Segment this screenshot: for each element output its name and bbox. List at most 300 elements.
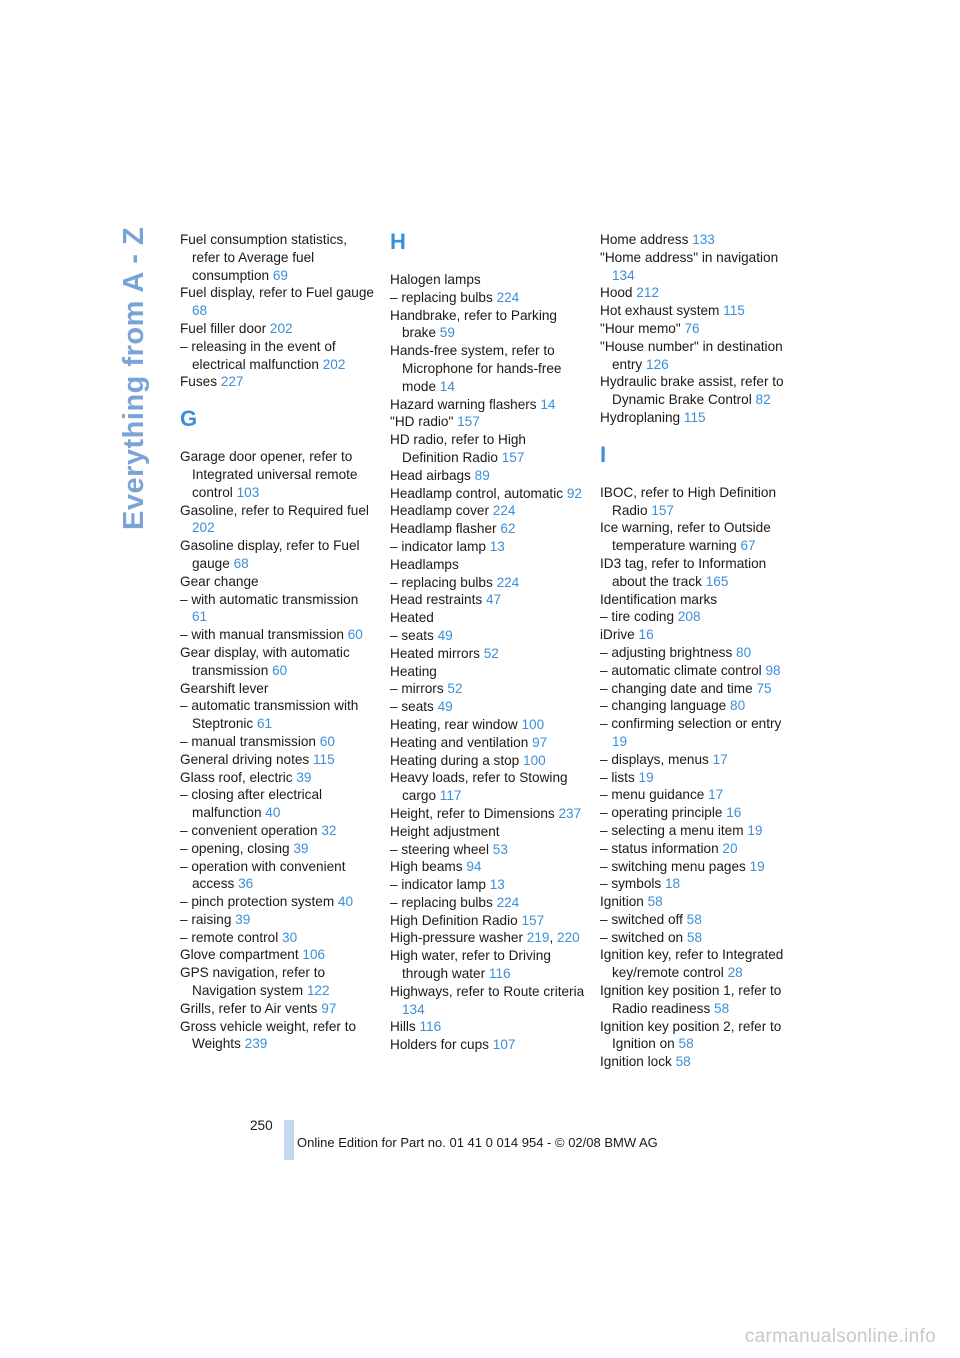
index-column-3	[600, 231, 795, 1071]
index-letter-heading: G	[180, 406, 198, 432]
index-entry	[180, 626, 375, 644]
index-entry	[600, 484, 795, 520]
index-entry-text: Identification marks	[600, 591, 718, 607]
index-entry	[390, 1036, 585, 1054]
index-entry	[600, 409, 795, 427]
index-entry	[390, 574, 585, 592]
index-entry	[600, 1018, 795, 1054]
page-reference-link[interactable]: 157	[501, 449, 525, 465]
index-entry	[600, 284, 795, 302]
index-entry-text: Handbrake, refer to Parking brake	[390, 307, 557, 341]
index-entry	[390, 502, 585, 520]
index-entry	[390, 947, 585, 983]
index-entry	[180, 822, 375, 840]
page-reference-link[interactable]: 80	[730, 698, 746, 714]
page-reference-link[interactable]: 68	[192, 303, 208, 319]
index-entry	[600, 591, 795, 609]
index-entry-text: High Definition Radio	[390, 912, 518, 928]
index-entry	[600, 373, 795, 409]
page-reference-link[interactable]: 61	[192, 609, 208, 625]
page-reference-link[interactable]: 19	[747, 822, 763, 838]
index-entry-text: Head airbags	[390, 467, 471, 483]
footer-edition-note: Online Edition for Part no. 01 41 0 014 954 - © 02/08 BMW AG	[297, 1135, 658, 1150]
index-entry-text: – selecting a menu item	[600, 822, 744, 838]
index-entry	[180, 320, 375, 338]
index-entry	[390, 467, 585, 485]
index-entry	[600, 911, 795, 929]
index-entry-text: – seats	[390, 627, 434, 643]
index-entry-text: Gasoline display, refer to Fuel gauge	[180, 538, 360, 571]
page-reference-link[interactable]: 116	[419, 1019, 442, 1035]
page-reference-link[interactable]: 14	[540, 396, 556, 412]
index-entry	[180, 284, 375, 320]
index-entry-text: Height, refer to Dimensions	[390, 805, 555, 821]
page-reference-link[interactable]: 67	[740, 538, 756, 554]
index-entry-text: – mirrors	[390, 681, 444, 697]
index-entry	[390, 680, 585, 698]
index-entry	[180, 1018, 375, 1054]
index-entry-text: – pinch protection system	[180, 894, 335, 910]
index-entry-text: – changing language	[600, 698, 727, 714]
page-reference-link[interactable]: 14	[439, 378, 455, 394]
page-reference-link[interactable]: 224	[496, 894, 520, 910]
index-entry	[390, 716, 585, 734]
index-entry-text: – remote control	[180, 929, 279, 945]
page-reference-link[interactable]: 157	[651, 502, 674, 518]
index-letter-heading: I	[600, 441, 607, 467]
page-reference-link[interactable]: 19	[638, 769, 654, 785]
index-entry	[600, 751, 795, 769]
index-entry-text: – menu guidance	[600, 787, 705, 803]
index-entry	[390, 520, 585, 538]
index-entry	[600, 231, 795, 249]
index-entry-text: ID3 tag, refer to Information about the track	[600, 555, 767, 589]
index-entry	[390, 663, 585, 681]
index-entry	[600, 644, 795, 662]
index-entry-text: – switched off	[600, 911, 683, 927]
index-entry	[390, 538, 585, 556]
index-entry	[180, 893, 375, 911]
index-entry	[390, 342, 585, 395]
page-reference-link[interactable]: 80	[736, 644, 752, 660]
page-reference-link[interactable]: 202	[269, 320, 293, 336]
index-entry	[180, 911, 375, 929]
index-entry-text: Heated	[390, 610, 434, 626]
index-entry	[600, 320, 795, 338]
page-reference-link[interactable]: 117	[439, 788, 462, 804]
index-entry-text: Fuel consumption statistics, refer to Average fuel consumption	[180, 232, 347, 283]
index-entry	[180, 502, 375, 538]
index-entry-text: Head restraints	[390, 592, 483, 608]
page-reference-link[interactable]: 17	[712, 751, 728, 767]
index-entry-text: – raising	[180, 911, 232, 927]
index-entry	[600, 804, 795, 822]
index-entry	[390, 823, 585, 841]
page-reference-link[interactable]: 18	[664, 876, 681, 892]
page-reference-link[interactable]: 89	[474, 467, 490, 483]
index-entry-text: – switching menu pages	[600, 858, 746, 874]
index-entry-text: – lists	[600, 769, 635, 785]
index-entry-text: Headlamp control, automatic	[390, 485, 564, 501]
page-reference-link[interactable]: 107	[492, 1037, 516, 1053]
index-entry-text: Ignition key position 1, refer to Radio readiness	[600, 983, 782, 1016]
index-entry-text: "House number" in destination entry	[600, 338, 783, 372]
index-entry-text: Holders for cups	[390, 1037, 489, 1053]
index-entry	[600, 338, 795, 374]
index-entry-text: Headlamp flasher	[390, 521, 497, 537]
index-entry	[390, 769, 585, 805]
index-entry	[180, 751, 375, 769]
index-entry-text: – operating principle	[600, 805, 723, 821]
page-reference-link[interactable]: 39	[235, 911, 251, 927]
index-entry	[390, 609, 585, 627]
page-ref-separator: ,	[549, 930, 554, 946]
index-entry-text: – convenient operation	[180, 822, 318, 838]
page-reference-link[interactable]: 97	[532, 734, 548, 750]
page-reference-link[interactable]: 115	[683, 409, 706, 425]
index-entry	[600, 608, 795, 626]
index-entry-text: Heating, rear window	[390, 716, 518, 732]
index-entry-text: – operation with convenient access	[180, 858, 346, 892]
page-reference-link[interactable]: 52	[483, 645, 499, 661]
index-column-2	[390, 231, 585, 1054]
index-entry-text: – changing date and time	[600, 680, 753, 696]
page-number: 250	[250, 1118, 273, 1133]
index-entry-text: – adjusting brightness	[600, 644, 733, 660]
index-entry	[600, 626, 795, 644]
index-entry-text: – replacing bulbs	[390, 894, 493, 910]
page-reference-link[interactable]: 13	[489, 877, 505, 893]
page-reference-link[interactable]: 36	[238, 876, 254, 892]
page-reference-link[interactable]: 76	[684, 320, 700, 336]
index-entry-text: – indicator lamp	[390, 877, 486, 893]
index-entry	[600, 786, 795, 804]
index-entry-text: Highways, refer to Route criteria	[390, 983, 585, 999]
index-entry-text: Garage door opener, refer to Integrated universal remote control	[180, 449, 358, 500]
index-entry-text: GPS navigation, refer to Navigation system	[180, 965, 326, 999]
index-entry-text: Fuel filler door	[180, 320, 267, 336]
index-entry-text: – replacing bulbs	[390, 574, 493, 590]
index-entry	[180, 858, 375, 894]
index-entry	[180, 946, 375, 964]
page-reference-link[interactable]: 82	[755, 392, 771, 408]
page-reference-link[interactable]: 133	[692, 232, 715, 247]
index-entry	[600, 822, 795, 840]
index-entry-text: – with automatic transmission	[180, 591, 359, 607]
index-entry	[180, 338, 375, 374]
side-section-title-text: Everything from A - Z	[118, 226, 150, 530]
index-entry-text: – seats	[390, 699, 434, 715]
index-entry-text: – replacing bulbs	[390, 289, 493, 305]
index-entry	[600, 662, 795, 680]
index-entry	[180, 591, 375, 627]
index-entry-text: Headlamps	[390, 556, 459, 572]
index-entry-text: Hydroplaning	[600, 409, 681, 425]
page-reference-link[interactable]: 32	[321, 822, 337, 838]
index-entry-text: Heating and ventilation	[390, 734, 529, 750]
index-entry	[180, 697, 375, 733]
index-entry-text: Halogen lamps	[390, 272, 481, 287]
index-entry	[600, 680, 795, 698]
page-reference-link[interactable]: 97	[321, 1000, 337, 1016]
page-reference-link[interactable]: 92	[566, 485, 582, 501]
index-entry	[390, 894, 585, 912]
page-reference-link[interactable]: 17	[708, 787, 724, 803]
page-reference-link[interactable]: 69	[272, 267, 288, 283]
index-entry-text: "HD radio"	[390, 414, 454, 430]
index-entry-text: Ignition lock	[600, 1054, 672, 1070]
index-entry-text: Heating	[390, 663, 437, 679]
watermark: carmanualsonline.info	[744, 1326, 936, 1347]
page-reference-link[interactable]: 39	[296, 769, 312, 785]
index-entry	[600, 946, 795, 982]
page-reference-link[interactable]: 60	[347, 627, 363, 643]
index-entry	[390, 485, 585, 503]
index-entry-text: – confirming selection or entry	[600, 716, 782, 732]
index-entry-text: High water, refer to Driving through water	[390, 948, 551, 982]
index-entry-text: – steering wheel	[390, 841, 489, 857]
index-entry	[600, 893, 795, 911]
index-entry-text: "Home address" in navigation	[600, 249, 779, 265]
index-entry	[600, 858, 795, 876]
page-reference-link[interactable]: 212	[636, 285, 659, 301]
index-entry	[180, 573, 375, 591]
page-reference-link[interactable]: 237	[558, 805, 582, 821]
index-entry	[600, 840, 795, 858]
index-entry-text: Hills	[390, 1019, 416, 1035]
index-entry-text: Ignition	[600, 894, 644, 910]
page-reference-link[interactable]: 49	[437, 627, 453, 643]
index-entry-text: Gasoline, refer to Required fuel	[180, 502, 369, 518]
page-reference-link[interactable]: 202	[192, 520, 215, 536]
index-entry	[600, 697, 795, 715]
index-entry-text: Glass roof, electric	[180, 769, 293, 785]
index-entry-text: IBOC, refer to High Definition Radio	[600, 484, 777, 518]
index-entry	[390, 307, 585, 343]
index-entry-text: Hydraulic brake assist, refer to Dynamic Brake Control	[600, 374, 784, 408]
page-reference-link[interactable]: 224	[496, 574, 520, 590]
index-entry-text: Gear display, with automatic transmission	[180, 644, 350, 678]
index-entry	[390, 734, 585, 752]
index-entry	[390, 556, 585, 574]
index-entry-text: – indicator lamp	[390, 538, 486, 554]
page-reference-link[interactable]: 100	[523, 752, 546, 768]
index-entry-text: High-pressure washer	[390, 930, 523, 946]
index-entry	[390, 841, 585, 859]
index-entry	[180, 786, 375, 822]
index-letter-heading: H	[390, 229, 406, 254]
index-entry	[180, 373, 375, 391]
page-reference-link[interactable]: 157	[521, 912, 545, 928]
index-entry-text: – symbols	[600, 876, 662, 892]
index-entry	[600, 249, 795, 285]
page-reference-link[interactable]: 224	[492, 503, 516, 519]
page-reference-link[interactable]: 58	[678, 1036, 694, 1052]
page-reference-link[interactable]: 224	[496, 289, 520, 305]
index-entry	[390, 396, 585, 414]
index-entry	[180, 448, 375, 501]
index-entry	[390, 805, 585, 823]
index-entry-text: Gearshift lever	[180, 680, 269, 696]
index-entry-text: Heavy loads, refer to Stowing cargo	[390, 770, 568, 804]
page-reference-link[interactable]: 52	[447, 681, 463, 697]
index-entry-text: General driving notes	[180, 751, 310, 767]
index-entry	[180, 840, 375, 858]
index-entry-text: Grills, refer to Air vents	[180, 1000, 318, 1016]
side-section-title	[110, 226, 150, 530]
index-entry-text: iDrive	[600, 627, 635, 643]
page-reference-link[interactable]: 19	[612, 733, 628, 749]
page-reference-link[interactable]: 61	[257, 716, 273, 732]
footer-accent-bar	[284, 1120, 294, 1160]
page-reference-link[interactable]: 165	[705, 573, 729, 589]
page-reference-link[interactable]: 94	[466, 859, 482, 875]
index-entry	[180, 644, 375, 680]
index-entry-text: – with manual transmission	[180, 627, 344, 643]
page-reference-link[interactable]: 60	[319, 733, 335, 749]
index-entry	[180, 680, 375, 698]
page-reference-link[interactable]: 47	[485, 592, 502, 608]
page-reference-link[interactable]: 208	[677, 609, 701, 625]
page-reference-link[interactable]: 58	[675, 1054, 691, 1070]
index-entry	[390, 929, 585, 947]
index-entry-text: Hood	[600, 285, 633, 301]
index-entry	[390, 858, 585, 876]
page-reference-link[interactable]: 30	[282, 929, 298, 945]
page-reference-link[interactable]: 219	[526, 930, 550, 946]
page-reference-link[interactable]: 62	[500, 521, 516, 537]
index-entry-text: Ignition key position 2, refer to Ignition on	[600, 1018, 782, 1052]
page-reference-link[interactable]: 13	[489, 538, 505, 554]
page-reference-link[interactable]: 60	[272, 662, 288, 678]
index-entry	[600, 555, 795, 591]
page-reference-link[interactable]: 100	[521, 716, 545, 732]
index-entry	[600, 982, 795, 1018]
page-reference-link[interactable]: 58	[647, 894, 663, 910]
index-entry	[180, 769, 375, 787]
page-reference-link[interactable]: 134	[402, 1001, 425, 1017]
index-entry-text: Ice warning, refer to Outside temperature warning	[600, 520, 771, 554]
index-entry-text: High beams	[390, 859, 463, 875]
index-entry-text: Glove compartment	[180, 947, 299, 963]
page-reference-link[interactable]: 59	[439, 325, 455, 341]
index-entry	[390, 271, 585, 289]
index-entry	[600, 519, 795, 555]
index-entry-text: Hot exhaust system	[600, 303, 720, 319]
index-entry-text: – tire coding	[600, 609, 675, 625]
index-entry-text: "Hour memo"	[600, 320, 681, 336]
page-reference-link[interactable]: 103	[236, 484, 260, 500]
page-reference-link[interactable]: 227	[220, 374, 244, 390]
index-entry-text: Height adjustment	[390, 823, 500, 839]
page-reference-link[interactable]: 115	[313, 751, 335, 767]
index-entry-text: – automatic climate control	[600, 662, 762, 678]
index-entry-text: Heating during a stop	[390, 752, 520, 768]
index-entry	[600, 929, 795, 947]
index-column-1	[180, 231, 375, 1053]
page-reference-link[interactable]: 40	[265, 805, 281, 821]
index-entry	[180, 964, 375, 1000]
index-entry-text: Heated mirrors	[390, 645, 480, 661]
page-reference-link[interactable]: 75	[756, 680, 772, 696]
page-reference-link[interactable]: 134	[612, 267, 635, 283]
index-entry	[390, 1018, 585, 1036]
index-entry-text: – opening, closing	[180, 840, 290, 856]
page-reference-link[interactable]: 202	[322, 356, 346, 372]
index-entry-text: HD radio, refer to High Definition Radio	[390, 432, 526, 465]
page-reference-link[interactable]: 53	[492, 841, 508, 857]
page-reference-link[interactable]: 157	[457, 414, 480, 430]
page-reference-link[interactable]: 126	[646, 356, 669, 372]
page-reference-link[interactable]: 68	[233, 555, 249, 571]
index-entry-text: Hands-free system, refer to Microphone for hands-free mode	[390, 343, 562, 394]
index-entry-text: – displays, menus	[600, 751, 709, 767]
page-reference-link[interactable]: 58	[686, 911, 702, 927]
index-entry-text: Ignition key, refer to Integrated key/remote control	[600, 947, 784, 981]
page-reference-link[interactable]: 28	[727, 965, 743, 981]
index-entry	[600, 715, 795, 751]
page-reference-link[interactable]: 106	[302, 947, 326, 963]
index-entry-text: Gear change	[180, 573, 259, 589]
page-reference-link[interactable]: 58	[714, 1000, 730, 1016]
index-entry-text: – closing after electrical malfunction	[180, 787, 323, 821]
index-entry	[180, 929, 375, 947]
index-entry	[390, 876, 585, 894]
index-entry	[390, 752, 585, 770]
index-entry	[180, 231, 375, 284]
index-entry	[600, 1053, 795, 1071]
index-entry-text: Headlamp cover	[390, 503, 489, 519]
index-entry-text: – switched on	[600, 929, 684, 945]
page-reference-link[interactable]: 16	[638, 627, 654, 643]
index-entry	[390, 698, 585, 716]
index-entry	[390, 912, 585, 930]
index-entry	[180, 733, 375, 751]
index-entry-text: Hazard warning flashers	[390, 396, 537, 412]
index-entry	[390, 983, 585, 1019]
page-reference-link[interactable]: 19	[749, 858, 765, 874]
page-reference-link[interactable]: 116	[488, 966, 511, 982]
index-entry-text: – automatic transmission with Steptronic	[180, 698, 359, 732]
page-reference-link[interactable]: 220	[557, 930, 580, 946]
index-entry	[600, 302, 795, 320]
index-entry	[390, 645, 585, 663]
page-reference-link[interactable]: 239	[244, 1036, 268, 1052]
index-entry	[390, 413, 585, 431]
index-entry	[600, 769, 795, 787]
page-reference-link[interactable]: 58	[686, 929, 703, 945]
page-reference-link[interactable]: 40	[337, 894, 354, 910]
page-reference-link[interactable]: 16	[726, 805, 742, 821]
index-entry	[390, 591, 585, 609]
index-entry-text: Fuses	[180, 374, 218, 390]
index-entry	[180, 537, 375, 573]
index-entry-text: Home address	[600, 232, 689, 247]
page-reference-link[interactable]: 122	[306, 983, 330, 999]
index-entry-text: Fuel display, refer to Fuel gauge	[180, 285, 374, 301]
page-reference-link[interactable]: 39	[293, 840, 309, 856]
index-entry	[390, 289, 585, 307]
index-entry-text: Gross vehicle weight, refer to Weights	[180, 1018, 357, 1052]
index-entry-text: – manual transmission	[180, 733, 316, 749]
index-entry	[390, 627, 585, 645]
index-entry	[390, 431, 585, 467]
page-reference-link[interactable]: 20	[722, 840, 738, 856]
index-entry-text: – releasing in the event of electrical malfunction	[180, 338, 336, 372]
page-reference-link[interactable]: 49	[437, 699, 453, 715]
page-reference-link[interactable]: 115	[723, 303, 745, 319]
page-reference-link[interactable]: 98	[765, 662, 781, 678]
